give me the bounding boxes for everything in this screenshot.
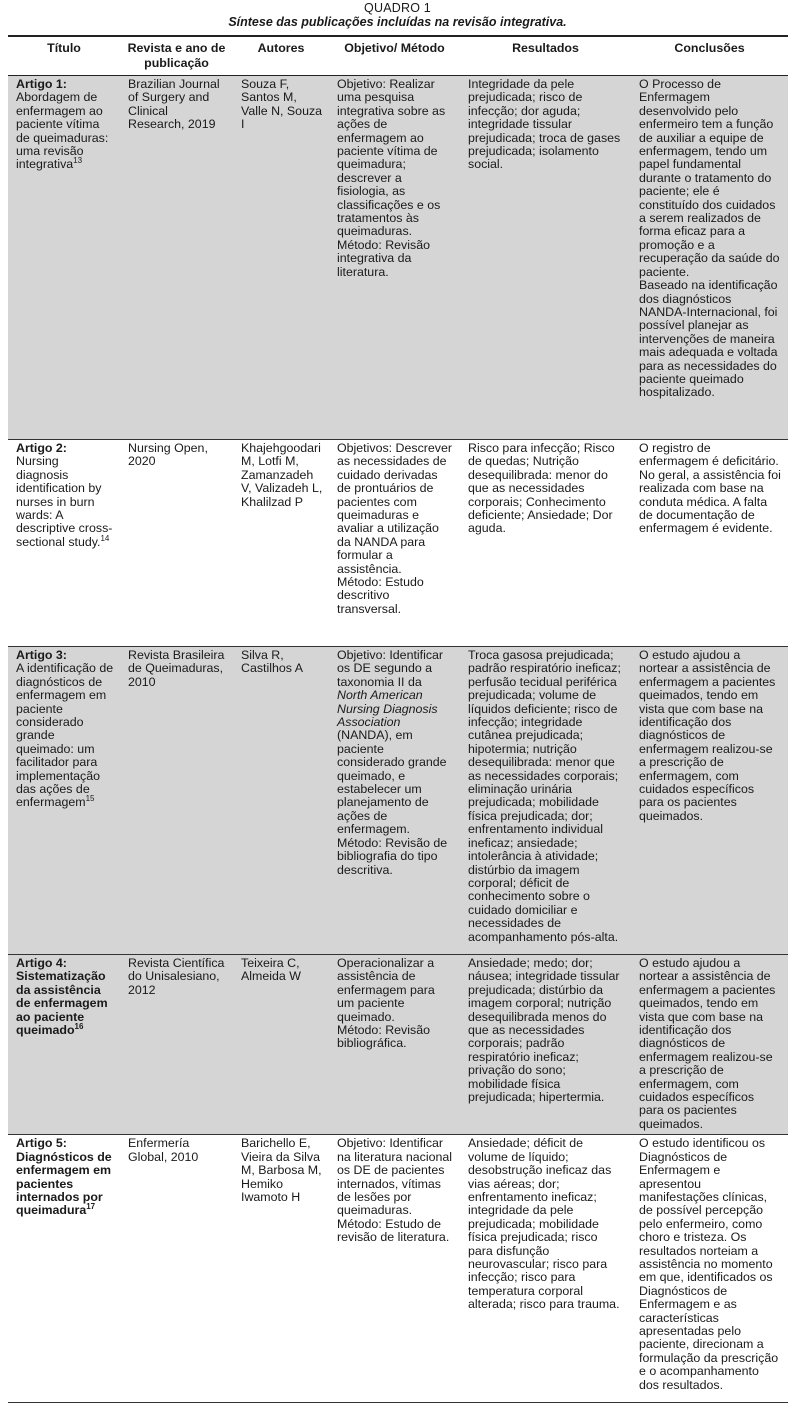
method-text: Método: Estudo descritivo transversal. bbox=[337, 575, 424, 616]
header-row bbox=[8, 36, 788, 76]
reference-number: 13 bbox=[73, 156, 83, 166]
cell-results: Risco para infecção; Risco de quedas; Nutrição desequilibrada: menor do que as necessidades corporais; Conhecimento deficiente; Ansiedade; Dor aguda. bbox=[468, 441, 615, 536]
cell-results: Integridade da pele prejudicada; risco de infecção; dor aguda; integridade tissular prejudicada; troca de gases prejudicada; isolamento social. bbox=[460, 76, 631, 440]
cell-results: Troca gasosa prejudicada; padrão respiratório ineficaz; perfusão tecidual periférica prejudicada; volume de líquidos deficiente; risco de infecção; integridade cutânea prejudicada; hipotermia; nutrição desequilibrada: menor que as necessidades corporais; eliminação urinária prejudicada; mobilidade física prejudicada; dor; enfrentamento individual ineficaz; ansiedade; intolerância à atividade; distúrbio da imagem corporal; déficit de conhecimento sobre o cuidado domiciliar e necessidades de acompanhamento pós-alta. bbox=[460, 647, 631, 955]
header-authors: Autores bbox=[233, 36, 329, 76]
cell-title bbox=[8, 76, 120, 440]
reference-number: 15 bbox=[85, 794, 95, 804]
table-row bbox=[8, 76, 788, 440]
table-row bbox=[8, 955, 788, 1135]
cell-title bbox=[8, 1135, 120, 1403]
conclusions-text-2: Baseado na identificação dos diagnósticos NANDA-Internacional, foi possível planejar as intervenções de maneira mais adequada e voltada para as necessidades do paciente queimado hospitalizado. bbox=[639, 278, 778, 400]
cell-objective bbox=[329, 76, 460, 440]
synthesis-table bbox=[8, 35, 788, 1403]
article-label: Artigo 3: bbox=[16, 648, 67, 662]
reference-number: 16 bbox=[74, 1021, 84, 1031]
cell-journal: Nursing Open, 2020 bbox=[128, 441, 208, 469]
objective-text: Objetivo: Identificar na literatura nacional os DE de pacientes internados, vítimas de lesões por queimaduras. bbox=[337, 1136, 453, 1218]
cell-conclusions: O estudo identificou os Diagnósticos de Enfermagem e apresentou manifestações clínicas, de possível percepção pelo enfermeiro, como choro e tristeza. Os resultados norteiam a assistência no momento em que, identificados os Diagnósticos de Enfermagem e as características apresentadas pelo paciente, direcionam a formulação da prescrição e o acompanhamento dos resultados. bbox=[639, 1136, 779, 1392]
cell-authors: Silva R, Castilhos A bbox=[233, 647, 329, 955]
cell-authors: Khajehgoodari M, Lotfi M, Zamanzadeh V, Valizadeh L, Khalilzad P bbox=[241, 441, 323, 509]
article-title: Abordagem de enfermagem ao paciente vítima de queimaduras: uma revisão integrativa bbox=[16, 90, 109, 172]
header-title: Título bbox=[8, 36, 120, 76]
article-title: Diagnósticos de enfermagem em pacientes internados por queimadura bbox=[16, 1149, 112, 1218]
article-title: A identificação de diagnósticos de enfermagem em paciente considerado grande queimado: um facilitador para implementação das ações de enfermagem bbox=[16, 661, 114, 810]
reference-number: 14 bbox=[100, 533, 110, 543]
method-text: Método: Revisão bibliográfica. bbox=[337, 1023, 430, 1051]
cell-objective bbox=[329, 440, 460, 647]
cell-journal: Enfermería Global, 2010 bbox=[128, 1136, 199, 1164]
cell-results: Ansiedade; medo; dor; náusea; integridade tissular prejudicada; distúrbio da imagem corporal; nutrição desequilibrada menos do que as necessidades corporais; padrão respiratório ineficaz; privação do sono; mobilidade física prejudicada; hipertermia. bbox=[460, 955, 631, 1135]
cell-objective bbox=[329, 955, 460, 1135]
article-label: Artigo 5: bbox=[16, 1136, 67, 1151]
method-text: Método: Revisão integrativa da literatura. bbox=[337, 237, 430, 279]
cell-journal: Brazilian Journal of Surgery and Clinical Research, 2019 bbox=[120, 76, 233, 440]
cell-conclusions: O registro de enfermagem é deficitário. No geral, a assistência foi realizada com base na conduta médica. A falta de documentação de enfermagem é evidente. bbox=[639, 441, 781, 536]
cell-conclusions: O estudo ajudou a nortear a assistência de enfermagem a pacientes queimados, tendo em vista que com base na identificação dos diagnósticos de enfermagem realizou-se a prescrição de enfermagem, com cuidados específicos para os pacientes queimados. bbox=[631, 955, 788, 1135]
objective-text: Objetivos: Descrever as necessidades de cuidado derivadas de prontuários de pacientes com queimaduras e avaliar a utilização da NANDA para formular a assistência. bbox=[337, 441, 452, 576]
article-label: Artigo 2: bbox=[16, 441, 67, 455]
objective-text: Operacionalizar a assistência de enfermagem para um paciente queimado. bbox=[337, 956, 435, 1024]
objective-text-end: (NANDA), em paciente considerado grande queimado, e estabelecer um planejamento de ações de enfermagem. bbox=[337, 728, 447, 837]
table-label: QUADRO 1 bbox=[364, 1, 431, 15]
cell-title bbox=[8, 955, 120, 1135]
cell-authors: Barichello E, Vieira da Silva M, Barbosa M, Hemiko Iwamoto H bbox=[241, 1136, 322, 1204]
method-text: Método: Estudo de revisão de literatura. bbox=[337, 1216, 450, 1245]
header-results: Resultados bbox=[460, 36, 631, 76]
cell-title bbox=[8, 440, 120, 647]
cell-results: Ansiedade; déficit de volume de líquido; desobstrução ineficaz das vias aéreas; dor; enfrentamento ineficaz; integridade da pele prejudicada; mobilidade física prejudicada; risco para disfunção neurovascular; risco para infecção; risco para temperatura corporal alterada; risco para trauma. bbox=[468, 1136, 620, 1312]
reference-number: 17 bbox=[86, 1202, 96, 1212]
article-title: Nursing diagnosis identification by nurses in burn wards: A descriptive cross-sectional study. bbox=[16, 454, 113, 549]
cell-conclusions bbox=[631, 76, 788, 440]
article-label: Artigo 4: bbox=[16, 956, 67, 970]
method-text: Método: Revisão de bibliografia do tipo descritiva. bbox=[337, 835, 448, 877]
objective-text: Objetivo: Realizar uma pesquisa integrativa sobre as ações de enfermagem ao paciente vítima de queimadura; descrever a fisiologia, as classificações e os tratamentos às queimaduras. bbox=[337, 77, 446, 239]
conclusions-text: O Processo de Enfermagem desenvolvido pelo enfermeiro tem a função de auxiliar a equipe de enfermagem, tendo um papel fundamental durante o tratamento do paciente; ele é constituído dos cuidados a serem realizados de forma eficaz para a promoção e a recuperação da saúde do paciente. bbox=[639, 77, 780, 279]
cell-journal: Revista Científica do Unisalesiano, 2012 bbox=[120, 955, 233, 1135]
cell-authors: Souza F, Santos M, Valle N, Souza I bbox=[233, 76, 329, 440]
article-title: Sistematização da assistência de enfermagem ao paciente queimado bbox=[16, 969, 108, 1038]
cell-conclusions: O estudo ajudou a nortear a assistência de enfermagem a pacientes queimados, tendo em vista que com base na identificação dos diagnósticos de enfermagem realizou-se a prescrição de enfermagem, com cuidados específicos para os pacientes queimados. bbox=[631, 647, 788, 955]
cell-authors: Teixeira C, Almeida W bbox=[233, 955, 329, 1135]
table-caption bbox=[0, 0, 795, 29]
header-journal: Revista e ano de publicação bbox=[120, 36, 233, 76]
objective-text: Objetivo: Identificar os DE segundo a taxonomia II da bbox=[337, 648, 444, 689]
cell-title bbox=[8, 647, 120, 955]
cell-objective bbox=[329, 1135, 460, 1403]
article-label: Artigo 1: bbox=[16, 77, 67, 91]
cell-objective bbox=[329, 647, 460, 955]
table-row bbox=[8, 440, 788, 647]
table-row bbox=[8, 1135, 788, 1403]
header-conclusions: Conclusões bbox=[631, 36, 788, 76]
header-objective: Objetivo/ Método bbox=[329, 36, 460, 76]
table-title: Síntese das publicações incluídas na revisão integrativa. bbox=[228, 15, 567, 29]
objective-italic-text: North American Nursing Diagnosis Association bbox=[337, 688, 438, 730]
cell-journal: Revista Brasileira de Queimaduras, 2010 bbox=[120, 647, 233, 955]
table-row bbox=[8, 647, 788, 955]
